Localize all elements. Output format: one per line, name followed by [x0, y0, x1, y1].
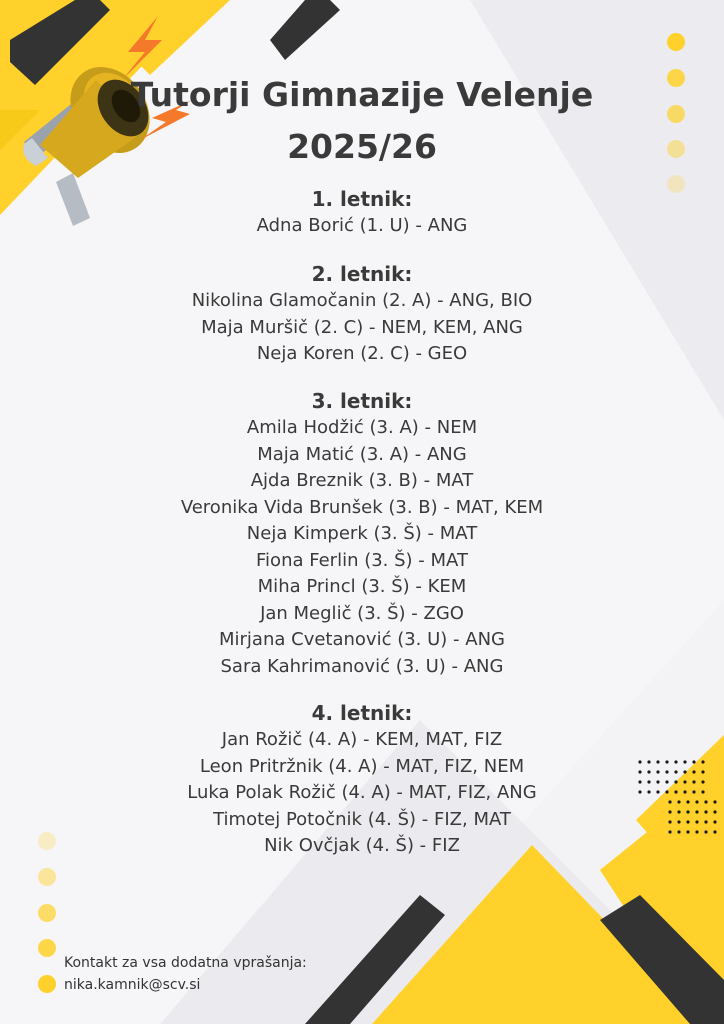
list-item: Maja Muršič (2. C) - NEM, KEM, ANG: [201, 316, 523, 338]
list-item: Nik Ovčjak (4. Š) - FIZ: [264, 835, 460, 856]
list-item: Jan Rožič (4. A) - KEM, MAT, FIZ: [221, 729, 503, 750]
contact-block: [64, 952, 307, 996]
section-heading: 2. letnik:: [311, 262, 413, 286]
list-item: Leon Pritržnik (4. A) - MAT, FIZ, NEM: [199, 755, 525, 777]
list-item: Nikolina Glamočanin (2. A) - ANG, BIO: [191, 290, 533, 311]
list-item: Miha Princl (3. Š) - KEM: [257, 576, 467, 597]
list-item: Veronika Vida Brunšek (3. B) - MAT, KEM: [180, 496, 544, 518]
list-item: Sara Kahrimanović (3. U) - ANG: [220, 655, 504, 677]
contact-email[interactable]: nika.kamnik@scv.si: [64, 977, 201, 993]
section-year-3: [0, 388, 724, 680]
contact-label: Kontakt za vsa dodatna vprašanja:: [64, 955, 307, 971]
title-line-1: Tutorji Gimnazije Velenje: [130, 75, 594, 114]
section-year-4: [0, 700, 724, 860]
list-item: Amila Hodžić (3. A) - NEM: [246, 417, 478, 438]
list-item: Luka Polak Rožič (4. A) - MAT, FIZ, ANG: [187, 782, 537, 803]
list-item: Jan Meglič (3. Š) - ZGO: [260, 602, 464, 624]
section-year-1: [0, 186, 724, 240]
list-item: Maja Matić (3. A) - ANG: [257, 443, 467, 465]
list-item: Adna Borić (1. U) - ANG: [256, 215, 468, 236]
section-heading: 3. letnik:: [311, 389, 413, 413]
list-item: Mirjana Cvetanović (3. U) - ANG: [219, 629, 505, 650]
list-item: Timotej Potočnik (4. Š) - FIZ, MAT: [213, 808, 511, 830]
section-heading: 4. letnik:: [311, 701, 413, 725]
list-item: Ajda Breznik (3. B) - MAT: [250, 470, 474, 491]
title-line-2: 2025/26: [287, 127, 437, 166]
list-item: Neja Koren (2. C) - GEO: [256, 343, 468, 364]
list-item: Fiona Ferlin (3. Š) - MAT: [256, 549, 468, 571]
section-heading: 1. letnik:: [311, 187, 413, 211]
list-item: Neja Kimperk (3. Š) - MAT: [246, 523, 478, 544]
section-year-2: [0, 261, 724, 368]
